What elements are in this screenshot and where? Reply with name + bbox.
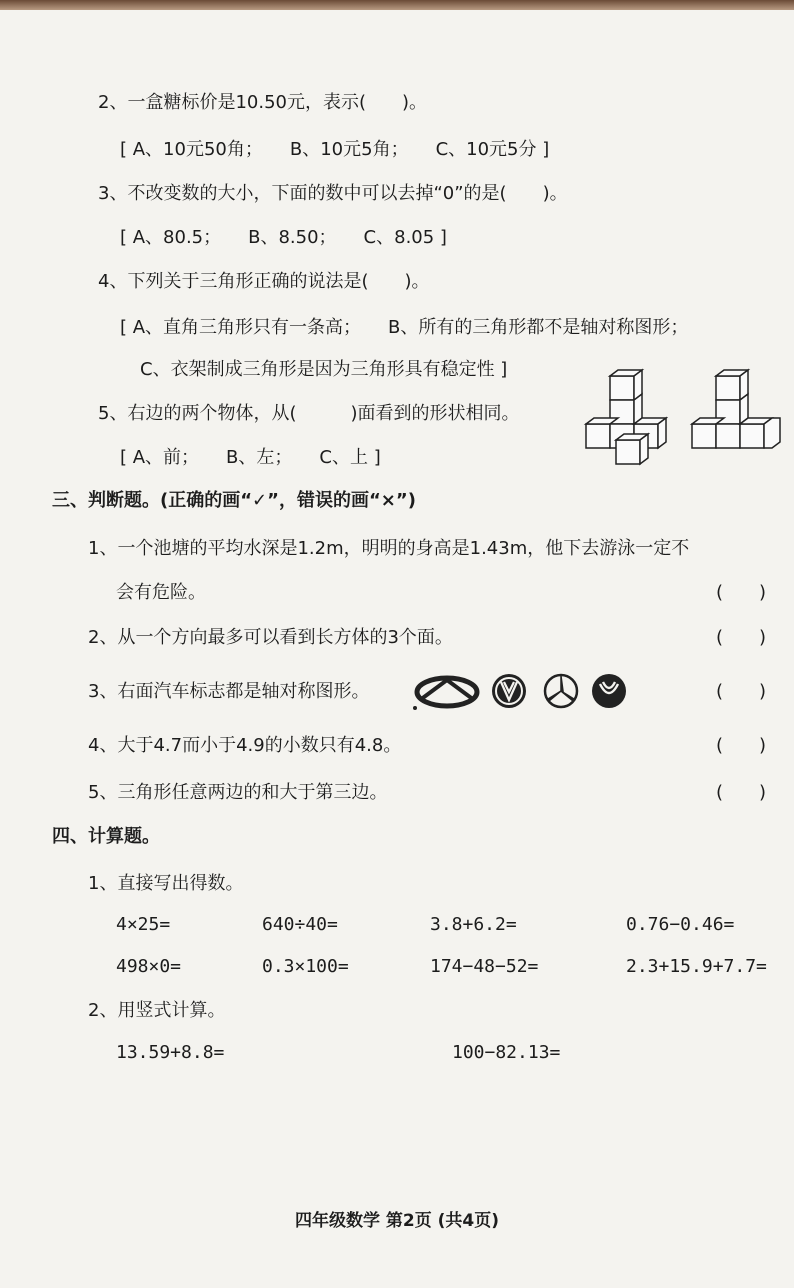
judge4-answer-blank[interactable]: ( ) [716,735,767,756]
calc-item: 174−48−52= [430,956,539,977]
calc-sub1-heading: 1、直接写出得数。 [88,873,244,894]
cube-stack-figure-left [582,368,668,470]
volkswagen-logo-icon [490,672,528,710]
page-footer: 四年级数学 第2页 (共4页) [294,1211,500,1231]
q4-options-line2: C、衣架制成三角形是因为三角形具有稳定性 ] [140,359,508,380]
q3-options: [ A、80.5； B、8.50； C、8.05 ] [120,227,447,248]
q4-options-line1: [ A、直角三角形只有一条高； B、所有的三角形都不是轴对称图形； [120,317,689,338]
cube-stack-figure-right [688,368,784,458]
judge1-line2: 会有危险。 [116,582,206,603]
calc-item: 0.3×100= [262,956,349,977]
dongfeng-logo-icon [590,672,628,710]
judge5-answer-blank[interactable]: ( ) [716,782,767,803]
judge1-answer-blank[interactable]: ( ) [716,582,767,603]
judge4-text: 4、大于4.7而小于4.9的小数只有4.8。 [88,735,402,756]
q5-options: [ A、前； B、左； C、上 ] [120,447,381,468]
judge3-answer-blank[interactable]: ( ) [716,681,767,702]
vertical-calc-item: 100−82.13= [452,1042,561,1063]
calc-item: 0.76−0.46= [626,914,735,935]
calc-item: 2.3+15.9+7.7= [626,956,767,977]
judge1-line1: 1、一个池塘的平均水深是1.2m，明明的身高是1.43m，他下去游泳一定不 [88,538,690,559]
judge3-text: 3、右面汽车标志都是轴对称图形。 [88,681,370,702]
infiniti-logo-icon [412,672,482,712]
q4-stem: 4、下列关于三角形正确的说法是( )。 [98,271,430,292]
q2-stem: 2、一盒糖标价是10.50元，表示( )。 [98,92,428,113]
vertical-calc-item: 13.59+8.8= [116,1042,225,1063]
q3-stem: 3、不改变数的大小，下面的数中可以去掉“0”的是( )。 [98,183,568,204]
page-top-edge [0,0,794,10]
calc-sub2-heading: 2、用竖式计算。 [88,1000,226,1021]
calc-item: 640÷40= [262,914,338,935]
calc-item: 4×25= [116,914,171,935]
section4-heading: 四、计算题。 [52,826,160,847]
calc-item: 3.8+6.2= [430,914,517,935]
calc-item: 498×0= [116,956,182,977]
section3-heading: 三、判断题。(正确的画“✓”，错误的画“×”) [52,490,416,511]
judge5-text: 5、三角形任意两边的和大于第三边。 [88,782,388,803]
q2-options: [ A、10元50角； B、10元5角； C、10元5分 ] [120,139,550,160]
judge2-answer-blank[interactable]: ( ) [716,627,767,648]
mercedes-logo-icon [542,672,580,710]
q5-stem: 5、右边的两个物体，从( )面看到的形状相同。 [98,403,520,424]
judge2-text: 2、从一个方向最多可以看到长方体的3个面。 [88,627,453,648]
